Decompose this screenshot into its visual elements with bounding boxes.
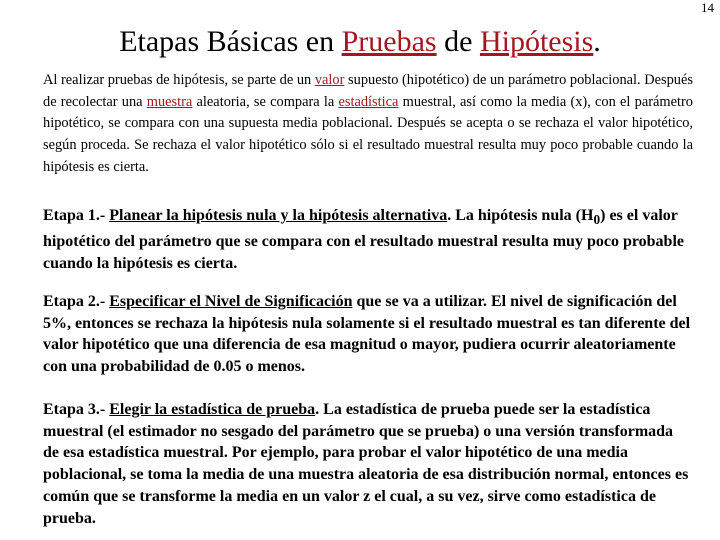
intro-text-1: Al realizar pruebas de hipótesis, se parte de un [43, 72, 315, 88]
estadistica-link[interactable]: estadística [338, 93, 399, 110]
etapa-1-text-2: ) es el valor hipotético del parámetro que se compara con el resultado muestral resulta muy poco probable cuando la hipótesis es cierta. [43, 207, 684, 272]
etapa-1-text-1: . La hipótesis nula (H [447, 207, 594, 224]
pruebas-link[interactable]: Pruebas [341, 25, 437, 58]
title-text-2: de [436, 25, 480, 58]
title-text-1: Etapas Básicas en [119, 25, 342, 58]
intro-text-4: muestral, así como la media (x), con el parámetro hipotético, se compara con una supuesta media poblacional. Después se acepta o se rechaza el valor hipotético, según proceda. Se rechaza el valor hipotético sólo si el resultado muestral resulta muy poco probable cuando la hipótesis es cierta. [43, 93, 693, 175]
hipotesis-link[interactable]: Hipótesis [479, 25, 594, 58]
valor-link[interactable]: valor [314, 72, 345, 88]
etapa-3-label: Etapa 3.- [43, 401, 110, 418]
etapa-3-paragraph [43, 399, 693, 529]
intro-text-2: supuesto (hipotético) de un parámetro poblacional. Después de recolectar una [43, 72, 693, 110]
etapa-1-label: Etapa 1.- [43, 207, 110, 224]
etapa-1-paragraph [43, 205, 693, 274]
etapa-3-text: . La estadística de prueba puede ser la estadística muestral (el estimador no sesgado del parámetro que se prueba) o una versión transformada de esa estadística muestral. Por ejemplo, para probar el valor hipotético de una media poblacional, se toma la media de una muestra aleatoria de esa distribución normal, entonces es común que se transforme la media en un valor z el cual, a su vez, sirve como estadística de prueba. [43, 401, 689, 527]
page-number: 14 [701, 0, 714, 15]
etapa-2-label: Etapa 2.- [43, 293, 110, 310]
title-text-3: . [593, 25, 601, 58]
intro-paragraph [43, 70, 693, 179]
intro-text-3: aleatoria, se compara la [192, 93, 339, 110]
etapa-2-paragraph [43, 291, 693, 378]
etapa-2-heading: Especificar el Nivel de Significación [109, 293, 353, 310]
etapa-1-heading: Planear la hipótesis nula y la hipótesis alternativa [109, 207, 448, 224]
h0-subscript: 0 [593, 212, 601, 228]
muestra-link[interactable]: muestra [146, 93, 193, 110]
etapa-3-heading: Elegir la estadística de prueba [109, 401, 316, 418]
etapa-2-text: que se va a utilizar. El nivel de significación del 5%, entonces se rechaza la hipótesis nula solamente si el resultado muestral es tan diferente del valor hipotético que una diferencia de esa magnitud o mayor, pudiera ocurrir aleatoriamente con una probabilidad de 0.05 o menos. [43, 293, 691, 376]
slide-title [0, 22, 720, 62]
